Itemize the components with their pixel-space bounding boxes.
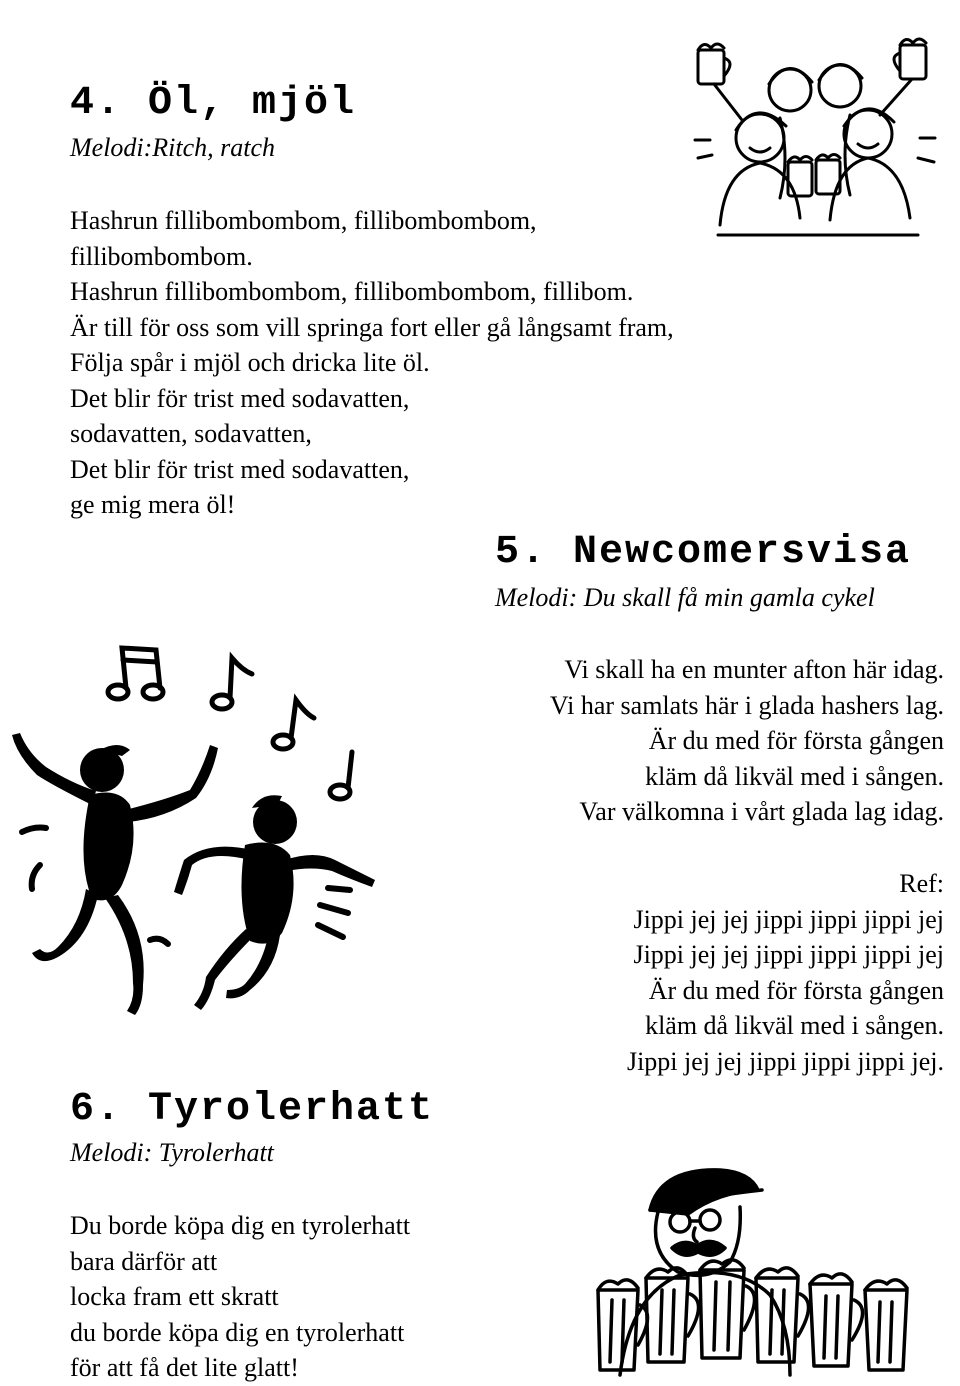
song6-lyrics: [70, 1208, 410, 1386]
refrain-label: Ref:: [899, 869, 944, 898]
song4-lyrics: [70, 203, 674, 523]
lyric-line: Jippi jej jej jippi jippi jippi jej: [633, 904, 944, 934]
lyric-line: fillibombombom.: [70, 241, 253, 271]
song5-refrain: [627, 866, 944, 1079]
lyric-line: Följa spår i mjöl och dricka lite öl.: [70, 348, 430, 377]
song4-melody: Melodi:Ritch, ratch: [70, 133, 276, 162]
lyric-line: kläm då likväl med i sången.: [645, 1011, 944, 1040]
people-toasting-beer-illustration: [690, 20, 940, 245]
man-carrying-beer-mugs-illustration: [580, 1160, 950, 1380]
lyric-line: locka fram ett skratt: [70, 1282, 279, 1311]
lyric-line: sodavatten, sodavatten,: [70, 419, 312, 448]
lyric-line: Var välkomna i vårt glada lag idag.: [579, 797, 944, 826]
song6-melody: Melodi: Tyrolerhatt: [70, 1138, 274, 1167]
dancing-figures-music-notes-illustration: [0, 640, 400, 1050]
lyric-line: Hashrun fillibombombom, fillibombombom, fillibom.: [70, 277, 634, 306]
lyric-line: Vi har samlats här i glada hashers lag.: [549, 690, 944, 720]
lyric-line: för att få det lite glatt!: [70, 1353, 299, 1382]
song5-verse: [550, 652, 944, 830]
lyric-line: Jippi jej jej jippi jippi jippi jej: [633, 940, 944, 969]
song4-title: 4. Öl, mjöl: [70, 81, 357, 126]
lyric-line: kläm då likväl med i sången.: [645, 761, 944, 791]
lyric-line: Är du med för första gången: [648, 726, 944, 755]
lyric-line: Hashrun fillibombombom, fillibombombom,: [70, 206, 537, 235]
lyric-line: Är du med för första gången: [648, 975, 944, 1005]
lyric-line: ge mig mera öl!: [70, 490, 236, 519]
lyric-line: Vi skall ha en munter afton här idag.: [564, 655, 944, 684]
song5-melody: Melodi: Du skall få min gamla cykel: [495, 583, 875, 612]
lyric-line: Är till för oss som vill springa fort eller gå långsamt fram,: [70, 312, 674, 342]
song5-title: 5. Newcomersvisa: [495, 530, 912, 575]
lyric-line: du borde köpa dig en tyrolerhatt: [70, 1317, 405, 1347]
lyric-line: Du borde köpa dig en tyrolerhatt: [70, 1211, 411, 1240]
lyric-line: Det blir för trist med sodavatten,: [70, 454, 410, 484]
lyric-line: Jippi jej jej jippi jippi jippi jej.: [626, 1046, 944, 1076]
lyric-line: Det blir för trist med sodavatten,: [70, 383, 410, 413]
song6-title: 6. Tyrolerhatt: [70, 1087, 435, 1132]
lyric-line: bara därför att: [70, 1246, 218, 1276]
